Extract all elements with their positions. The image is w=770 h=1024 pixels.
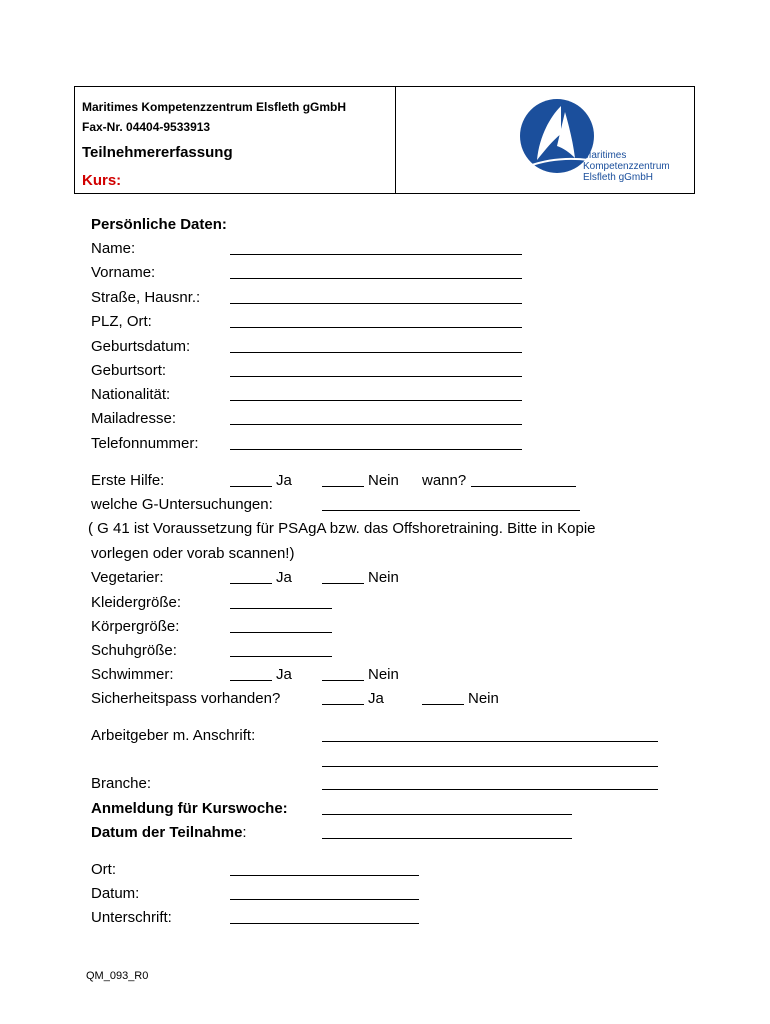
vegetarian-no-field[interactable] [322,583,364,584]
name-field[interactable] [230,254,522,255]
phone-label: Telefonnummer: [91,435,199,452]
document-code: QM_093_R0 [86,970,149,982]
first-name-field[interactable] [230,278,522,279]
shoe-size-label: Schuhgröße: [91,642,177,659]
swimmer-no-label: Nein [368,666,399,683]
signature-field[interactable] [230,923,419,924]
swimmer-label: Schwimmer: [91,666,174,683]
first-aid-no-field[interactable] [322,486,364,487]
sail-logo-icon [519,98,669,184]
birthplace-label: Geburtsort: [91,362,167,379]
street-field[interactable] [230,303,522,304]
swimmer-yes-label: Ja [276,666,292,683]
phone-field[interactable] [230,449,522,450]
logo-line-2: Kompetenzzentrum [583,161,669,172]
place-field[interactable] [230,875,419,876]
organization-logo [519,98,669,189]
email-label: Mailadresse: [91,410,177,427]
course-week-field[interactable] [322,814,572,815]
birthdate-label: Geburtsdatum: [91,338,191,355]
vegetarian-yes-field[interactable] [230,583,272,584]
street-label: Straße, Hausnr.: [91,289,201,306]
date-label: Datum: [91,885,140,902]
org-name: Maritimes Kompetenzzentrum Elsfleth gGmbH [82,100,347,114]
participation-date-field[interactable] [322,838,572,839]
zip-city-label: PLZ, Ort: [91,313,152,330]
height-field[interactable] [230,632,332,633]
first-name-label: Vorname: [91,264,156,281]
course-week-label: Anmeldung für Kurswoche: [91,800,288,817]
employer-label: Arbeitgeber m. Anschrift: [91,727,256,744]
first-aid-no-label: Nein [368,472,399,489]
nationality-field[interactable] [230,400,522,401]
vegetarian-no-label: Nein [368,569,399,586]
fax-number: Fax-Nr. 04404-9533913 [82,120,211,134]
name-label: Name: [91,240,136,257]
logo-line-3: Elsfleth gGmbH [583,172,654,183]
swimmer-yes-field[interactable] [230,680,272,681]
first-aid-yes-field[interactable] [230,486,272,487]
branch-label: Branche: [91,775,152,792]
employer-field-line-1[interactable] [322,741,658,742]
g-exams-field[interactable] [322,510,580,511]
clothing-size-field[interactable] [230,608,332,609]
zip-city-field[interactable] [230,327,522,328]
safety-pass-label: Sicherheitspass vorhanden? [91,690,281,707]
email-field[interactable] [230,424,522,425]
participation-date-text: Datum der Teilnahme [91,824,243,841]
birthdate-field[interactable] [230,352,522,353]
clothing-size-label: Kleidergröße: [91,594,182,611]
course-label: Kurs: [82,172,122,189]
branch-field[interactable] [322,789,658,790]
employer-field-line-2[interactable] [322,766,658,767]
swimmer-no-field[interactable] [322,680,364,681]
vegetarian-label: Vegetarier: [91,569,164,586]
g-exams-note-line-2: vorlegen oder vorab scannen!) [91,545,295,562]
first-aid-label: Erste Hilfe: [91,472,165,489]
birthplace-field[interactable] [230,376,522,377]
header-divider [395,87,396,193]
date-field[interactable] [230,899,419,900]
place-label: Ort: [91,861,116,878]
g-exams-note-line-1: ( G 41 ist Voraussetzung für PSAgA bzw. das Offshoretraining. Bitte in Kopie [88,520,596,537]
first-aid-yes-label: Ja [276,472,292,489]
shoe-size-field[interactable] [230,656,332,657]
vegetarian-yes-label: Ja [276,569,292,586]
safety-pass-no-field[interactable] [422,704,464,705]
form-title: Teilnehmererfassung [82,144,233,161]
first-aid-when-label: wann? [422,472,467,489]
nationality-label: Nationalität: [91,386,171,403]
safety-pass-yes-field[interactable] [322,704,364,705]
first-aid-when-field[interactable] [471,486,576,487]
safety-pass-yes-label: Ja [368,690,384,707]
height-label: Körpergröße: [91,618,180,635]
safety-pass-no-label: Nein [468,690,499,707]
g-exams-label: welche G-Untersuchungen: [91,496,273,513]
personal-data-heading: Persönliche Daten: [91,216,227,233]
participation-date-label [91,824,247,842]
signature-label: Unterschrift: [91,909,172,926]
logo-line-1: Maritimes [583,150,627,161]
participation-date-colon: : [242,824,247,841]
